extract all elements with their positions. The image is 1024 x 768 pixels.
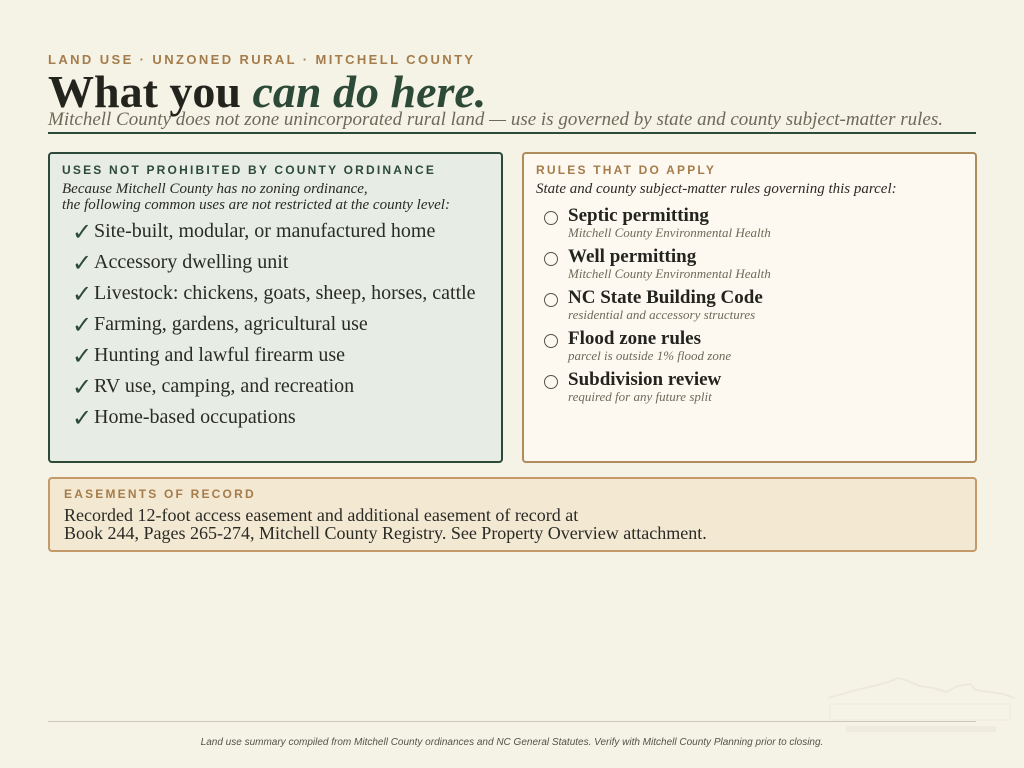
uses-not-prohibited-panel bbox=[48, 152, 503, 463]
uses-panel-label: USES NOT PROHIBITED BY COUNTY ORDINANCE bbox=[62, 163, 437, 177]
use-item-label: Hunting and lawful firearm use bbox=[94, 344, 346, 366]
check-icon: ✓ bbox=[72, 310, 93, 339]
easements-panel bbox=[48, 477, 977, 552]
easement-line: Recorded 12-foot access easement and additional easement of record at bbox=[64, 505, 579, 525]
check-icon: ✓ bbox=[72, 403, 93, 432]
check-icon: ✓ bbox=[72, 217, 93, 246]
page-title-accent: can do here. bbox=[252, 66, 487, 117]
use-item bbox=[72, 309, 476, 340]
use-item-label: Livestock: chickens, goats, sheep, horses, cattle bbox=[94, 282, 476, 304]
footer-note: Land use summary compiled from Mitchell County ordinances and NC General Statutes. Verify with Mitchell County Planning prior to closing. bbox=[200, 737, 824, 748]
uses-intro-line: the following common uses are not restricted at the county level: bbox=[62, 197, 450, 213]
easement-line: Book 244, Pages 265-274, Mitchell County Registry. See Property Overview attachment. bbox=[64, 523, 707, 543]
rules-panel-label: RULES THAT DO APPLY bbox=[536, 163, 717, 177]
check-icon: ✓ bbox=[72, 372, 93, 401]
rule-subtitle: parcel is outside 1% flood zone bbox=[568, 348, 732, 363]
circle-icon bbox=[544, 334, 558, 348]
use-item-label: Accessory dwelling unit bbox=[94, 251, 289, 273]
use-item bbox=[72, 216, 476, 247]
rules-panel-intro: State and county subject-matter rules governing this parcel: bbox=[536, 181, 897, 197]
use-item bbox=[72, 340, 476, 371]
uses-panel-intro bbox=[62, 181, 450, 213]
mountain-logo-icon bbox=[826, 672, 1016, 742]
circle-icon bbox=[544, 211, 558, 225]
rules-that-apply-panel bbox=[522, 152, 977, 463]
section-eyebrow: LAND USE · UNZONED RURAL · MITCHELL COUNTY bbox=[48, 52, 476, 67]
use-item bbox=[72, 402, 476, 433]
use-item bbox=[72, 371, 476, 402]
use-item-label: Site-built, modular, or manufactured home bbox=[94, 220, 436, 242]
rule-item bbox=[544, 247, 771, 288]
use-item-label: Home-based occupations bbox=[94, 406, 296, 428]
rule-item bbox=[544, 288, 771, 329]
circle-icon bbox=[544, 375, 558, 389]
use-item-label: Farming, gardens, agricultural use bbox=[94, 313, 368, 335]
use-item bbox=[72, 278, 476, 309]
rule-title: Well permitting bbox=[568, 246, 697, 267]
rule-subtitle: Mitchell County Environmental Health bbox=[568, 266, 771, 281]
check-icon: ✓ bbox=[72, 279, 93, 308]
rule-subtitle: Mitchell County Environmental Health bbox=[568, 225, 771, 240]
easement-text bbox=[64, 506, 707, 542]
rules-list bbox=[544, 206, 771, 411]
easements-panel-label: EASEMENTS OF RECORD bbox=[64, 487, 256, 501]
rule-subtitle: residential and accessory structures bbox=[568, 307, 756, 322]
rule-subtitle: required for any future split bbox=[568, 389, 712, 404]
rule-title: Septic permitting bbox=[568, 205, 709, 226]
uses-intro-line: Because Mitchell County has no zoning ordinance, bbox=[62, 181, 368, 197]
use-item bbox=[72, 247, 476, 278]
page-subtitle: Mitchell County does not zone unincorporated rural land — use is governed by state and county subject-matter rules. bbox=[48, 109, 976, 134]
rule-item bbox=[544, 329, 771, 370]
rule-title: Flood zone rules bbox=[568, 328, 701, 349]
circle-icon bbox=[544, 252, 558, 266]
use-item-label: RV use, camping, and recreation bbox=[94, 375, 355, 397]
rule-title: Subdivision review bbox=[568, 369, 722, 390]
circle-icon bbox=[544, 293, 558, 307]
rule-item bbox=[544, 206, 771, 247]
check-icon: ✓ bbox=[72, 248, 93, 277]
rule-item bbox=[544, 370, 771, 411]
uses-list bbox=[72, 216, 476, 433]
page-title-plain: What you bbox=[48, 66, 253, 117]
rule-title: NC State Building Code bbox=[568, 287, 763, 308]
check-icon: ✓ bbox=[72, 341, 93, 370]
